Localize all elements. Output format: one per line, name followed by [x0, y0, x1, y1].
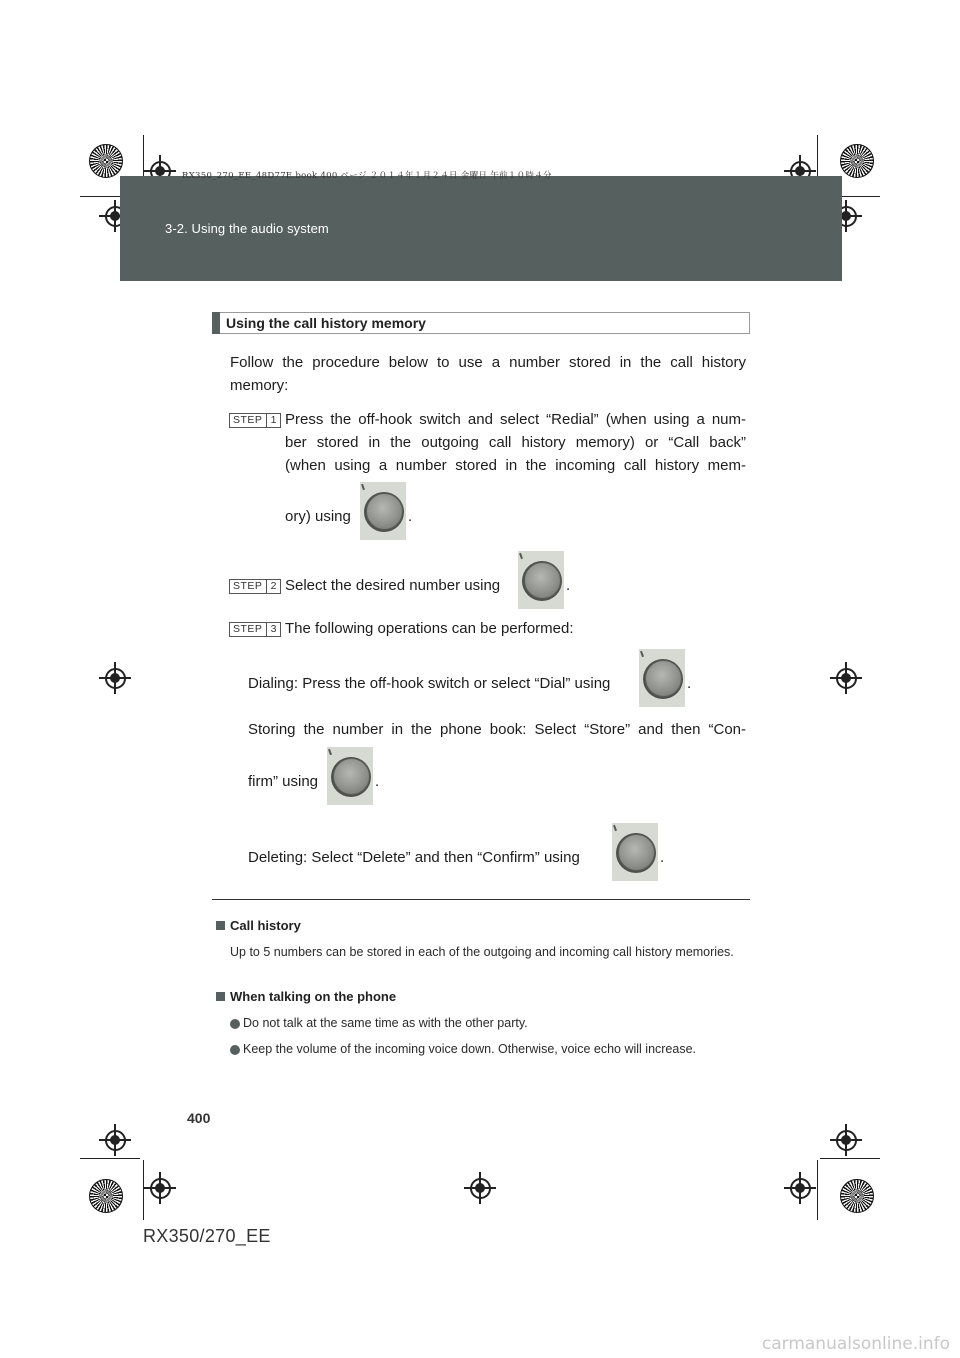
step-1-line-2: ber stored in the outgoing call history memory) or “Call back” — [285, 434, 746, 451]
note-heading-call-history: Call history — [216, 918, 301, 933]
tune-select-knob-icon — [327, 747, 373, 805]
operation-storing-tail: firm” using — [248, 773, 319, 790]
site-watermark: carmanualsonline.info — [761, 1334, 950, 1354]
color-wheel-icon — [840, 1179, 874, 1213]
registration-mark-icon — [830, 662, 862, 694]
step-1-line-3: (when using a number stored in the incoming call history mem- — [285, 457, 746, 474]
color-wheel-icon — [840, 144, 874, 178]
bullet-icon — [230, 1019, 240, 1029]
note-text-call-history: Up to 5 numbers can be stored in each of the outgoing and incoming call history memories. — [230, 945, 734, 959]
section-title: 3-2. Using the audio system — [165, 221, 329, 236]
step-1-line-1: Press the off-hook switch and select “Redial” (when using a num- — [285, 411, 746, 428]
tune-select-knob-icon — [639, 649, 685, 707]
registration-mark-icon — [784, 1172, 816, 1204]
model-code: RX350/270_EE — [143, 1226, 271, 1246]
step-2-period: . — [566, 577, 571, 594]
tune-select-knob-icon — [612, 823, 658, 881]
operation-storing-period: . — [375, 773, 380, 790]
operation-storing-line-1: Storing the number in the phone book: Select “Store” and then “Con- — [248, 721, 746, 738]
registration-mark-icon — [464, 1172, 496, 1204]
operation-deleting: Deleting: Select “Delete” and then “Confirm” using — [248, 849, 580, 866]
registration-mark-icon — [99, 1124, 131, 1156]
note-bullet-2: Keep the volume of the incoming voice down. Otherwise, voice echo will increase. — [243, 1042, 697, 1056]
color-wheel-icon — [89, 144, 123, 178]
registration-mark-icon — [99, 662, 131, 694]
subsection-title: Using the call history memory — [226, 315, 426, 331]
step-2-text: Select the desired number using — [285, 577, 501, 594]
step-1-period: . — [408, 508, 413, 525]
intro-paragraph: Follow the procedure below to use a number stored in the call history memory: — [230, 354, 746, 394]
step-3-text: The following operations can be performed: — [285, 620, 574, 637]
notes-divider — [212, 899, 750, 900]
color-wheel-icon — [89, 1179, 123, 1213]
page-number: 400 — [187, 1110, 211, 1126]
operation-dialing-period: . — [687, 675, 692, 692]
step-1-label: STEP 1 — [229, 413, 281, 428]
registration-mark-icon — [144, 1172, 176, 1204]
operation-deleting-period: . — [660, 849, 665, 866]
heading-accent-bar — [212, 312, 220, 334]
operation-dialing: Dialing: Press the off-hook switch or select “Dial” using — [248, 675, 611, 692]
subsection-heading — [212, 312, 750, 334]
step-3-label: STEP 3 — [229, 622, 281, 637]
note-square-icon — [216, 921, 225, 930]
note-bullet-1: Do not talk at the same time as with the other party. — [243, 1016, 528, 1030]
print-info: RX350_270_EE_48D77E.book 400 ページ ２０１４年１月２４日 金曜日 午前１０時４分 — [182, 171, 552, 181]
tune-select-knob-icon — [360, 482, 406, 540]
step-2-label: STEP 2 — [229, 579, 281, 594]
note-square-icon — [216, 992, 225, 1001]
bullet-icon — [230, 1045, 240, 1055]
note-heading-talking: When talking on the phone — [216, 989, 396, 1004]
tune-select-knob-icon — [518, 551, 564, 609]
step-1-tail: ory) using — [285, 508, 351, 525]
registration-mark-icon — [830, 1124, 862, 1156]
